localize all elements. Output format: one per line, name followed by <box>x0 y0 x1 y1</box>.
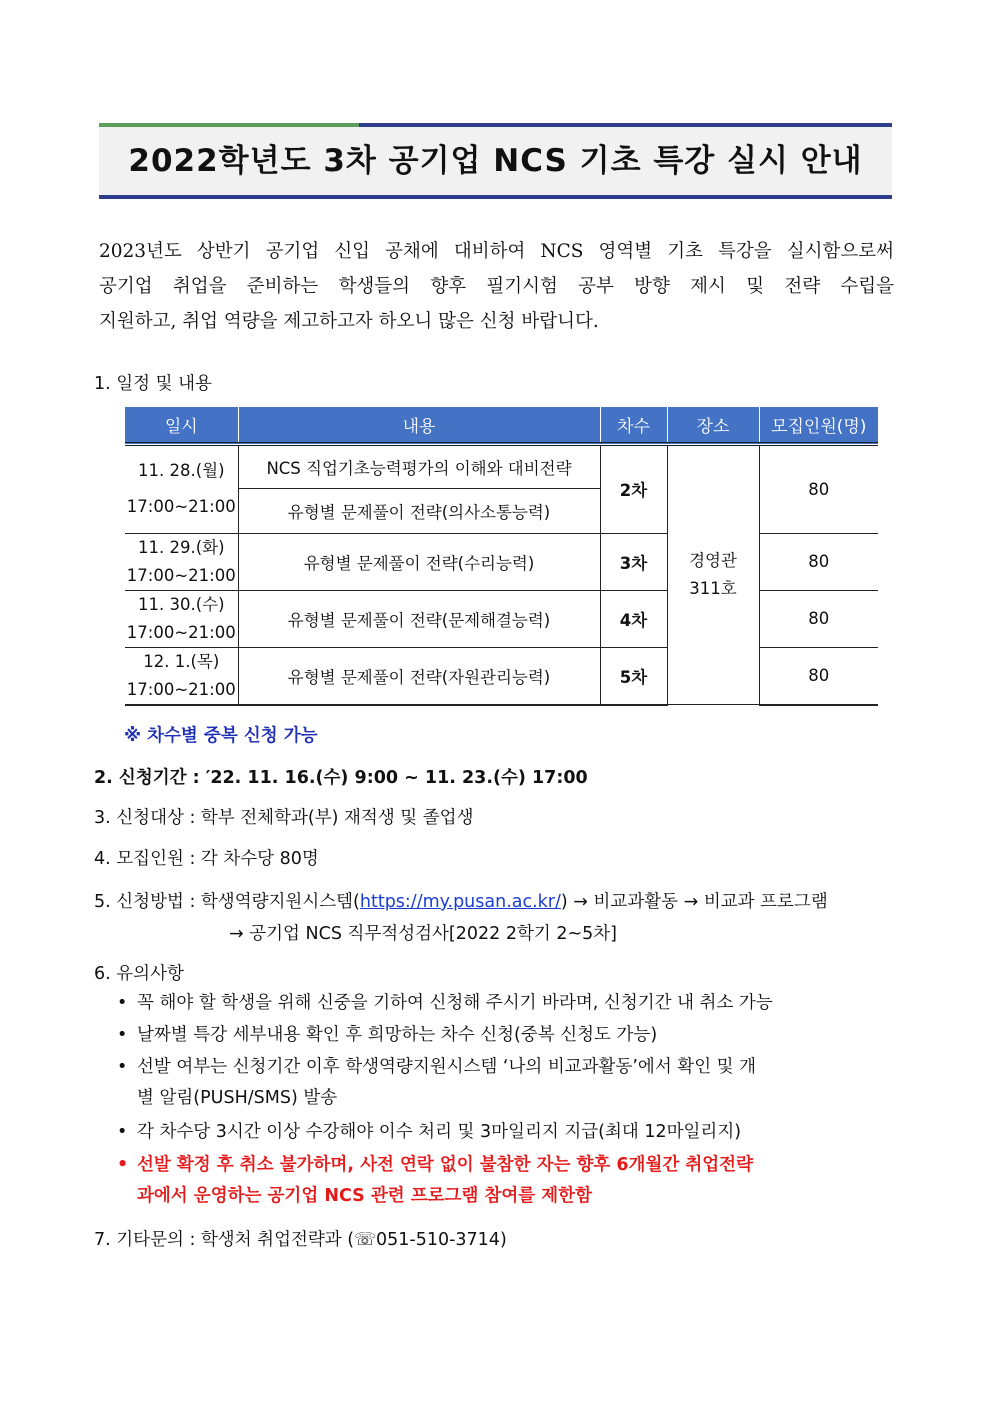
bullet-dot: • <box>117 1025 128 1045</box>
method-path-line: → 공기업 NCS 직무적성검사[2022 2학기 2~5차] <box>229 924 618 944</box>
notice-text: 별 알림(PUSH/SMS) 발송 <box>137 1088 338 1108</box>
bullet-dot: • <box>117 1122 128 1142</box>
round-cell: 2차 <box>600 444 667 533</box>
section-eligibility: 3. 신청대상 : 학부 전체학과(부) 재적생 및 졸업생 <box>94 808 474 828</box>
notice-text: 선발 확정 후 취소 불가하며, 사전 연락 없이 불참한 자는 향후 6개월간 취업전략 <box>137 1155 753 1175</box>
method-suffix: ) → 비교과활동 → 비교과 프로그램 <box>560 892 828 912</box>
bullet-dot: • <box>117 1057 128 1077</box>
content-cell: 유형별 문제풀이 전략(자원관리능력) <box>238 647 600 705</box>
count-cell: 80 <box>759 590 878 647</box>
date-text: 12. 1.(목) <box>143 651 220 671</box>
date-cell <box>125 590 238 647</box>
section-recruit-count: 4. 모집인원 : 각 차수당 80명 <box>94 849 319 869</box>
place-building: 경영관 <box>689 551 737 570</box>
intro-line: 공기업 취업을 준비하는 학생들의 향후 필기시험 공부 방향 제시 및 전략 수립을 <box>99 276 894 297</box>
round-cell: 4차 <box>600 590 667 647</box>
date-cell <box>125 533 238 590</box>
time-text: 17:00~21:00 <box>126 679 236 699</box>
count-cell: 80 <box>759 647 878 705</box>
intro-line: 지원하고, 취업 역량을 제고하고자 하오니 많은 신청 바랍니다. <box>99 311 599 332</box>
time-text: 17:00~21:00 <box>126 497 236 517</box>
method-prefix: 5. 신청방법 : 학생역량지원시스템( <box>94 892 360 912</box>
section-notes-heading: 6. 유의사항 <box>94 964 184 984</box>
date-cell <box>125 647 238 705</box>
header-round: 차수 <box>600 407 667 444</box>
place-room: 311호 <box>689 579 737 598</box>
content-cell: 유형별 문제풀이 전략(의사소통능력) <box>238 488 600 533</box>
notice-text: 날짜별 특강 세부내용 확인 후 희망하는 차수 신청(중복 신청도 가능) <box>137 1025 658 1045</box>
system-link[interactable]: https://my.pusan.ac.kr/ <box>359 892 561 912</box>
section-contact: 7. 기타문의 : 학생처 취업전략과 (☏051-510-3714) <box>94 1230 507 1250</box>
section-schedule-heading: 1. 일정 및 내용 <box>94 374 212 394</box>
notice-item <box>117 1020 897 1051</box>
intro-line: 2023년도 상반기 공기업 신입 공채에 대비하여 NCS 영역별 기초 특강을 실시함으로써 <box>99 241 894 262</box>
table-row <box>125 533 878 590</box>
round-cell: 3차 <box>600 533 667 590</box>
date-cell <box>125 444 238 533</box>
page-title: 2022학년도 3차 공기업 NCS 기초 특강 실시 안내 <box>128 143 863 179</box>
table-header-row <box>125 407 878 444</box>
table-row <box>125 590 878 647</box>
content-cell: 유형별 문제풀이 전략(문제해결능력) <box>238 590 600 647</box>
content-cell: NCS 직업기초능력평가의 이해와 대비전략 <box>238 444 600 488</box>
table-row <box>125 444 878 488</box>
notice-item <box>117 1052 897 1114</box>
title-underline <box>99 195 892 199</box>
count-cell: 80 <box>759 533 878 590</box>
place-cell <box>667 444 759 705</box>
date-text: 11. 29.(화) <box>137 537 225 557</box>
section-application-method <box>94 888 828 913</box>
section-application-period: 2. 신청기간 : ′22. 11. 16.(수) 9:00 ~ 11. 23.(수) 17:00 <box>94 768 588 788</box>
count-cell: 80 <box>759 444 878 533</box>
notice-item <box>117 988 897 1019</box>
notice-text: 선발 여부는 신청기간 이후 학생역량지원시스템 ‘나의 비교과활동’에서 확인 및 개 <box>137 1057 757 1077</box>
notice-text: 꼭 해야 할 학생을 위해 신중을 기하여 신청해 주시기 바라며, 신청기간 내 취소 가능 <box>137 993 773 1013</box>
date-text: 11. 28.(월) <box>137 461 225 481</box>
content-cell: 유형별 문제풀이 전략(수리능력) <box>238 533 600 590</box>
notice-item <box>117 1117 897 1148</box>
notice-item-warning <box>117 1150 897 1212</box>
round-cell: 5차 <box>600 647 667 705</box>
intro-paragraph <box>99 234 894 339</box>
date-text: 11. 30.(수) <box>137 594 225 614</box>
header-place: 장소 <box>667 407 759 444</box>
duplicate-application-note: ※ 차수별 중복 신청 가능 <box>124 726 318 746</box>
time-text: 17:00~21:00 <box>126 622 236 642</box>
header-date: 일시 <box>125 407 238 444</box>
header-content: 내용 <box>238 407 600 444</box>
header-count: 모집인원(명) <box>759 407 878 444</box>
bullet-dot: • <box>117 1155 129 1175</box>
schedule-table <box>125 407 878 706</box>
time-text: 17:00~21:00 <box>126 565 236 585</box>
bullet-dot: • <box>117 993 128 1013</box>
notice-text: 각 차수당 3시간 이상 수강해야 이수 처리 및 3마일리지 지급(최대 12마일리지) <box>137 1122 742 1142</box>
notice-text: 과에서 운영하는 공기업 NCS 관련 프로그램 참여를 제한함 <box>137 1186 592 1206</box>
table-row <box>125 647 878 705</box>
